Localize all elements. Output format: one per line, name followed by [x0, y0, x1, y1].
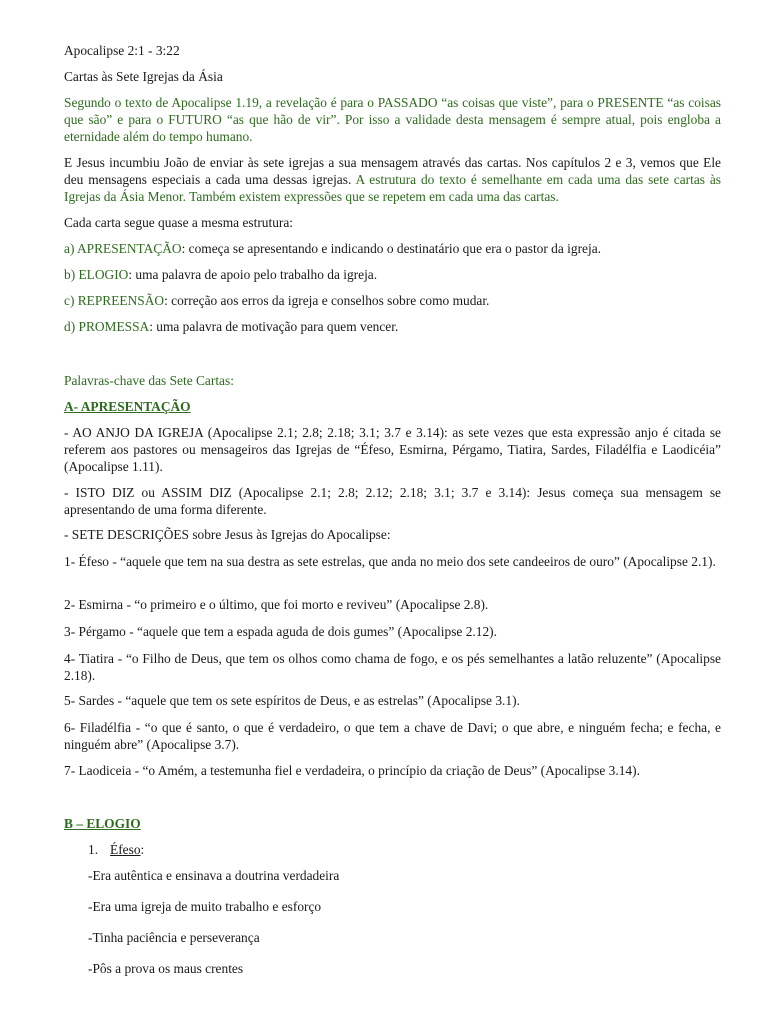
description-item: 4- Tiatira - “o Filho de Deus, que tem os olhos como chama de fogo, e os pés semelhantes a latão reluzente” (Apocalipse 2.18). [64, 651, 721, 683]
structure-desc: : correção aos erros da igreja e conselhos sobre como mudar. [164, 293, 490, 308]
church-name: Éfeso [110, 842, 141, 857]
structure-desc: : começa se apresentando e indicando o destinatário que era o pastor da igreja. [181, 241, 601, 256]
document-title: Cartas às Sete Igrejas da Ásia [64, 69, 223, 84]
structure-key: c) REPREENSÃO [64, 293, 165, 308]
scripture-reference: Apocalipse 2:1 - 3:22 [64, 43, 180, 58]
descriptions-intro: - SETE DESCRIÇÕES sobre Jesus às Igrejas do Apocalipse: [64, 527, 391, 542]
structure-desc: : uma palavra de apoio pelo trabalho da igreja. [128, 267, 378, 282]
praise-item: -Era autêntica e ensinava a doutrina verdadeira [88, 868, 340, 883]
description-item: 7- Laodiceia - “o Amém, a testemunha fiel e verdadeira, o princípio da criação de Deus” (Apocalipse 3.14). [64, 763, 640, 778]
church-heading [88, 841, 144, 858]
church-colon: : [140, 842, 145, 857]
mission-text: E Jesus incumbiu João de enviar às sete igrejas a sua mensagem através das cartas. Nos capítulos 2 e 3, vemos que Ele deu mensagens especiais a cada uma dessas igrejas. [64, 155, 721, 187]
structure-item [64, 318, 721, 335]
description-item: 2- Esmirna - “o primeiro e o último, que foi morto e reviveu” (Apocalipse 2.8). [64, 597, 489, 612]
structure-item [64, 240, 721, 257]
description-item: 1- Éfeso - “aquele que tem na sua destra as sete estrelas, que anda no meio dos sete candeeiros de ouro” (Apocalipse 2.1). [64, 554, 716, 569]
list-number: 1. [88, 842, 99, 857]
section-b-heading: B – ELOGIO [64, 816, 141, 831]
mission-paragraph [64, 154, 721, 205]
praise-item: -Tinha paciência e perseverança [88, 930, 260, 945]
structure-key: a) APRESENTAÇÃO [64, 241, 182, 256]
isto-diz-paragraph: - ISTO DIZ ou ASSIM DIZ (Apocalipse 2.1; 2.8; 2.12; 2.18; 3.1; 3.7 e 3.14): Jesus começa sua mensagem se apresentando de uma forma diferente. [64, 485, 721, 517]
keywords-title: Palavras-chave das Sete Cartas: [64, 373, 234, 388]
structure-item [64, 292, 721, 309]
praise-item: -Pôs a prova os maus crentes [88, 961, 244, 976]
description-item: 5- Sardes - “aquele que tem os sete espíritos de Deus, e as estrelas” (Apocalipse 3.1). [64, 693, 520, 708]
description-item: 6- Filadélfia - “o que é santo, o que é verdadeiro, o que tem a chave de Davi; o que abre, e ninguém fecha; e fecha, e ninguém abre” (Apocalipse 3.7). [64, 720, 721, 752]
section-a-heading: A- APRESENTAÇÃO [64, 399, 191, 414]
intro-paragraph: Segundo o texto de Apocalipse 1.19, a revelação é para o PASSADO “as coisas que viste”, para o PRESENTE “as coisas que são” e para o FUTURO “as que hão de vir”. Por isso a validade desta mensagem é sempre atual, pois engloba a eternidade além do tempo humano. [64, 95, 721, 144]
structure-intro: Cada carta segue quase a mesma estrutura: [64, 215, 294, 230]
structure-key: d) PROMESSA [64, 319, 150, 334]
structure-key: b) ELOGIO [64, 267, 129, 282]
structure-note: A estrutura do texto é semelhante em cada uma das sete cartas às Igrejas da Ásia Menor. Também existem expressões que se repetem em cada uma das cartas. [64, 172, 721, 204]
description-item: 3- Pérgamo - “aquele que tem a espada aguda de dois gumes” (Apocalipse 2.12). [64, 624, 497, 639]
anjo-paragraph: - AO ANJO DA IGREJA (Apocalipse 2.1; 2.8; 2.18; 3.1; 3.7 e 3.14): as sete vezes que esta expressão anjo é citada se referem aos pastores ou mensageiros das Igrejas de “Éfeso, Esmirna, Pérgamo, Tiatira, Sardes, Filadélfia e Laodicéia” (Apocalipse 1.11). [64, 425, 721, 474]
structure-item [64, 266, 721, 283]
structure-desc: : uma palavra de motivação para quem vencer. [149, 319, 399, 334]
praise-item: -Era uma igreja de muito trabalho e esforço [88, 899, 322, 914]
